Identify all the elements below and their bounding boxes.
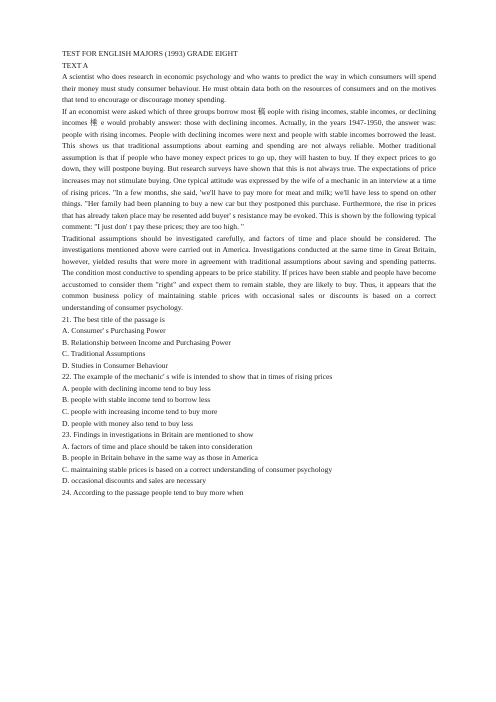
answer-option: C. Traditional Assumptions bbox=[62, 349, 146, 359]
section-heading: TEXT A bbox=[62, 60, 89, 70]
answer-option: C. people with increasing income tend to buy more bbox=[62, 406, 218, 416]
question-stem: 22. The example of the mechanic' s wife is intended to show that in times of rising prices bbox=[62, 372, 333, 382]
answer-option: A. factors of time and place should be taken into consideration bbox=[62, 441, 253, 451]
answer-option: D. occasional discounts and sales are necessary bbox=[62, 476, 207, 486]
answer-option: B. people in Britain behave in the same way as those in America bbox=[62, 453, 258, 463]
paragraph: If an economist were asked which of three groups borrow most 稿 eople with rising incomes, stable incomes, or declining incomes 棰 e would probably answer: those with declining incomes. Actually, in the years 1947-1950, the answer was: people with rising incomes. People with declining incomes were next and people with stable incomes borrowed the least. This shows us that traditional assumptions about earning and spending are not always reliable. Mother traditional assumption is that if people who have money expect prices to go up, they will hasten to buy. If they expect prices to go down, they will postpone buying. But research surveys have shown that this is not always true. The expectations of price increases may not stimulate buying. One typical attitude was expressed by the wife of a mechanic in an interview at a time of rising prices. "In a few months, she said, 'we'll have to pay more for meat and milk; we'll have less to spend on other things. "Her family had been planning to buy a new car but they postponed this purchase. Furthermore, the rise in prices that has already taken place may be resented add buyer' s resistance may be evoked. This is shown by the following typical comment: "I just don' t pay these prices; they are too high. " bbox=[62, 106, 436, 232]
answer-option: A. Consumer' s Purchasing Power bbox=[62, 326, 166, 336]
document-title: TEST FOR ENGLISH MAJORS (1993) GRADE EIGHT bbox=[62, 49, 238, 58]
paragraph: A scientist who does research in economic psychology and who wants to predict the way in which consumers will spend their money must study consumer behaviour. He must obtain data both on the resources of consumers and on the motives that tend to encourage or discourage money spending. bbox=[62, 72, 436, 105]
question-stem: 23. Findings in investigations in Britain are mentioned to show bbox=[62, 430, 254, 440]
answer-option: C. maintaining stable prices is based on a correct understanding of consumer psychology bbox=[62, 464, 333, 474]
answer-option: B. Relationship between Income and Purchasing Power bbox=[62, 337, 231, 347]
question-stem: 21. The best title of the passage is bbox=[62, 314, 165, 324]
paragraph: Traditional assumptions should be investigated carefully, and factors of time and place should be considered. The investigations mentioned above were carried out in America. Investigations conducted at the same time in Great Britain, however, yielded results that were more in agreement with traditional assumptions about saving and spending patterns. The condition most conductive to spending appears to be price stability. If prices have been stable and people have become accustomed to consider them "right" and expect them to remain stable, they are likely to buy. Thus, it appears that the common business policy of maintaining stable prices with occasional sales or discounts is based on a correct understanding of consumer psychology. bbox=[62, 233, 437, 313]
document-page bbox=[62, 48, 436, 498]
question-stem: 24. According to the passage people tend to buy more when bbox=[62, 487, 244, 497]
answer-option: D. Studies in Consumer Behaviour bbox=[62, 360, 169, 370]
answer-option: B. people with stable income tend to borrow less bbox=[62, 395, 211, 405]
answer-option: A. people with declining income tend to buy less bbox=[62, 383, 211, 393]
answer-option: D. people with money also tend to buy less bbox=[62, 418, 193, 428]
